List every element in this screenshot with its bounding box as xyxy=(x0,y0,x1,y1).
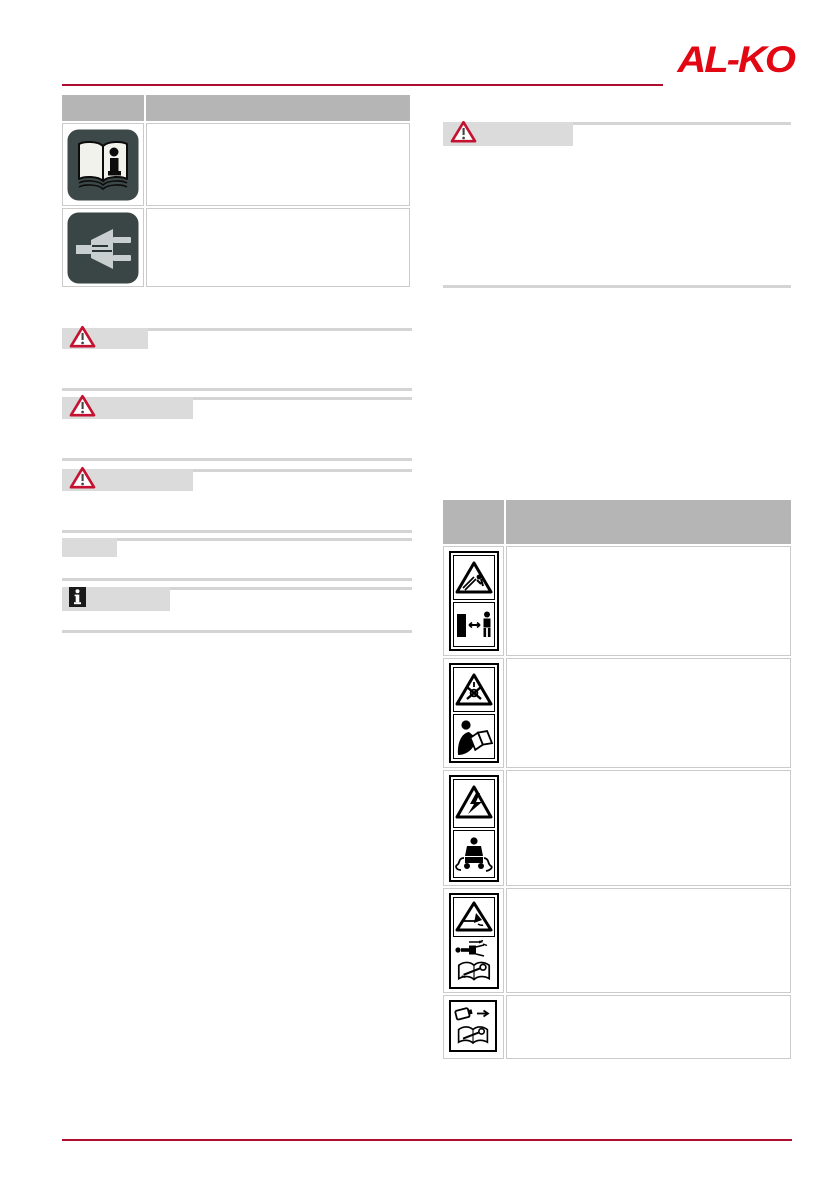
header-rule xyxy=(62,84,663,86)
cable-cut-warning-pictogram xyxy=(453,897,495,937)
table-cell-text xyxy=(506,770,791,886)
table-row xyxy=(62,123,144,206)
table-row xyxy=(443,995,504,1059)
unplug-and-manual-panel xyxy=(453,939,495,985)
table-cell-text xyxy=(146,208,410,287)
machine-cable-pictogram xyxy=(453,830,495,879)
attention-admonition xyxy=(62,538,412,557)
table-row xyxy=(443,658,504,768)
warning-triangle-icon xyxy=(69,394,96,422)
read-manual-pictogram xyxy=(453,714,495,759)
footer-rule xyxy=(62,1139,792,1141)
symbol-legend-table xyxy=(62,95,412,287)
section-divider xyxy=(62,458,412,461)
safety-pictogram-table xyxy=(443,500,791,1059)
remove-connector-and-manual-panel xyxy=(453,1004,493,1048)
table-cell-text xyxy=(506,658,791,768)
section-divider xyxy=(443,285,791,288)
info-icon xyxy=(69,587,86,612)
legend-header-symbol xyxy=(62,95,144,121)
table-row xyxy=(443,546,504,656)
electric-shock-warning-pictogram xyxy=(453,779,495,828)
maintenance-warning-pictogram xyxy=(453,667,495,712)
table-cell-text xyxy=(506,995,791,1059)
warning-triangle-icon xyxy=(69,325,96,353)
thrown-objects-warning-pictogram xyxy=(453,555,495,600)
table-row xyxy=(443,888,504,993)
danger-admonition xyxy=(62,328,412,349)
table-row xyxy=(62,208,144,287)
section-divider xyxy=(62,578,412,581)
keep-distance-pictogram xyxy=(453,602,495,647)
alko-logo: AL-KO xyxy=(677,39,794,81)
warning-triangle-icon xyxy=(69,466,96,494)
power-plug-icon xyxy=(67,212,139,284)
pictogram-header-meaning xyxy=(506,500,791,544)
section-divider xyxy=(62,388,412,391)
note-admonition xyxy=(62,587,412,611)
table-cell-text xyxy=(506,888,791,993)
table-row xyxy=(443,770,504,886)
section-divider xyxy=(62,630,412,633)
pictogram-header-symbol xyxy=(443,500,504,544)
unplug-pictogram xyxy=(453,939,495,957)
table-cell-text xyxy=(146,123,410,206)
legend-header-meaning xyxy=(146,95,410,121)
open-manual-info-icon xyxy=(67,129,139,201)
remove-connector-pictogram xyxy=(453,1005,493,1022)
table-cell-text xyxy=(506,546,791,656)
warning-admonition xyxy=(62,397,412,419)
warning-admonition xyxy=(443,122,791,146)
caution-admonition xyxy=(62,469,412,491)
manual-wrench-pictogram xyxy=(455,957,493,985)
section-divider xyxy=(62,530,412,533)
warning-triangle-icon xyxy=(450,120,477,148)
manual-wrench-pictogram xyxy=(455,1022,491,1048)
